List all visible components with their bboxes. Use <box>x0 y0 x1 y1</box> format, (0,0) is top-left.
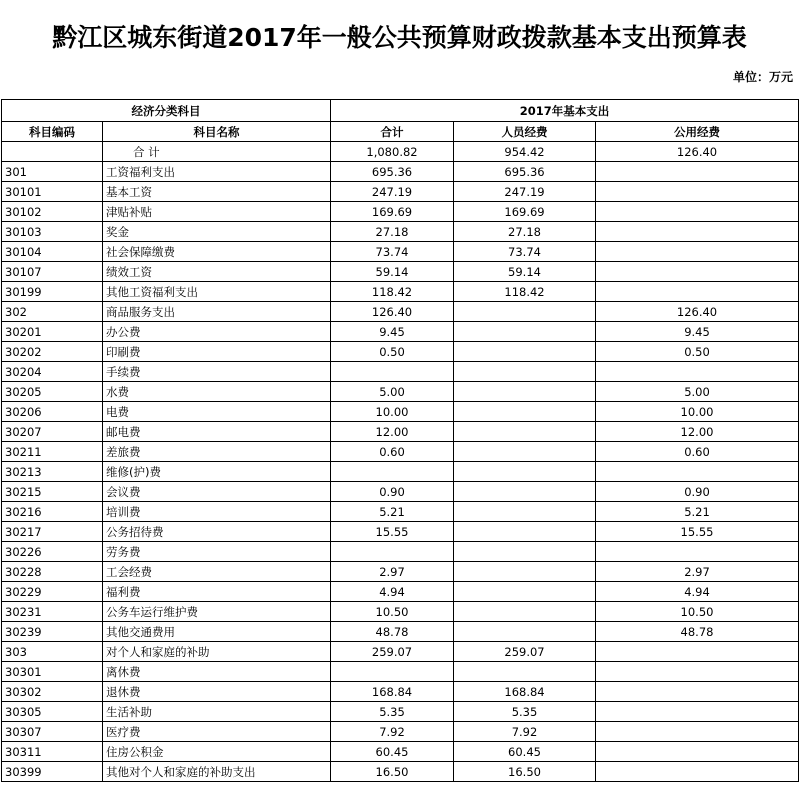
cell-total: 73.74 <box>331 242 454 262</box>
cell-public: 10.00 <box>596 402 799 422</box>
cell-total: 126.40 <box>331 302 454 322</box>
table-row <box>2 642 799 662</box>
cell-name: 水费 <box>103 382 331 402</box>
table-row <box>2 302 799 322</box>
cell-code: 30216 <box>2 502 103 522</box>
cell-code: 30307 <box>2 722 103 742</box>
cell-personnel: 60.45 <box>454 742 596 762</box>
cell-code: 30101 <box>2 182 103 202</box>
cell-public <box>596 222 799 242</box>
cell-personnel: 5.35 <box>454 702 596 722</box>
table-row <box>2 422 799 442</box>
table-row <box>2 202 799 222</box>
table-row <box>2 262 799 282</box>
cell-personnel <box>454 562 596 582</box>
cell-name: 社会保障缴费 <box>103 242 331 262</box>
cell-code: 30228 <box>2 562 103 582</box>
cell-total <box>331 462 454 482</box>
cell-personnel <box>454 542 596 562</box>
cell-total: 1,080.82 <box>331 142 454 162</box>
cell-personnel <box>454 462 596 482</box>
cell-personnel: 7.92 <box>454 722 596 742</box>
cell-public: 5.21 <box>596 502 799 522</box>
cell-code: 30202 <box>2 342 103 362</box>
cell-name: 津贴补贴 <box>103 202 331 222</box>
table-row <box>2 162 799 182</box>
table-row <box>2 502 799 522</box>
cell-personnel <box>454 622 596 642</box>
cell-code: 30217 <box>2 522 103 542</box>
cell-name: 退休费 <box>103 682 331 702</box>
cell-code: 30301 <box>2 662 103 682</box>
cell-code: 30226 <box>2 542 103 562</box>
cell-total: 10.00 <box>331 402 454 422</box>
cell-code: 303 <box>2 642 103 662</box>
cell-personnel <box>454 302 596 322</box>
cell-personnel: 169.69 <box>454 202 596 222</box>
cell-code: 30229 <box>2 582 103 602</box>
table-row <box>2 182 799 202</box>
table-row <box>2 442 799 462</box>
table-row <box>2 222 799 242</box>
cell-personnel <box>454 482 596 502</box>
cell-total <box>331 542 454 562</box>
cell-public: 5.00 <box>596 382 799 402</box>
cell-name: 奖金 <box>103 222 331 242</box>
header-group-row <box>2 100 799 122</box>
unit-label: 单位：万元 <box>732 70 793 84</box>
header-personnel: 人员经费 <box>454 122 596 142</box>
cell-code: 302 <box>2 302 103 322</box>
cell-public <box>596 202 799 222</box>
cell-code: 30302 <box>2 682 103 702</box>
table-row <box>2 602 799 622</box>
table-row <box>2 702 799 722</box>
cell-name: 工会经费 <box>103 562 331 582</box>
cell-code: 30204 <box>2 362 103 382</box>
cell-name: 福利费 <box>103 582 331 602</box>
cell-total: 10.50 <box>331 602 454 622</box>
cell-total: 4.94 <box>331 582 454 602</box>
table-row <box>2 562 799 582</box>
cell-name: 其他对个人和家庭的补助支出 <box>103 762 331 782</box>
cell-public <box>596 282 799 302</box>
table-row <box>2 242 799 262</box>
cell-name: 对个人和家庭的补助 <box>103 642 331 662</box>
table-row <box>2 382 799 402</box>
cell-total: 0.50 <box>331 342 454 362</box>
cell-personnel: 259.07 <box>454 642 596 662</box>
cell-name: 邮电费 <box>103 422 331 442</box>
cell-personnel: 954.42 <box>454 142 596 162</box>
cell-public <box>596 462 799 482</box>
cell-code: 30239 <box>2 622 103 642</box>
page-title: 黔江区城东街道2017年一般公共预算财政拨款基本支出预算表 <box>52 23 747 52</box>
cell-total <box>331 662 454 682</box>
cell-public <box>596 182 799 202</box>
cell-personnel <box>454 322 596 342</box>
cell-public: 2.97 <box>596 562 799 582</box>
cell-personnel <box>454 402 596 422</box>
cell-total: 5.00 <box>331 382 454 402</box>
cell-code: 30231 <box>2 602 103 622</box>
cell-code: 30215 <box>2 482 103 502</box>
cell-total: 12.00 <box>331 422 454 442</box>
cell-name: 其他交通费用 <box>103 622 331 642</box>
cell-personnel <box>454 382 596 402</box>
cell-personnel <box>454 662 596 682</box>
budget-table <box>1 99 799 782</box>
cell-public <box>596 762 799 782</box>
header-code: 科目编码 <box>2 122 103 142</box>
cell-total: 59.14 <box>331 262 454 282</box>
cell-name: 绩效工资 <box>103 262 331 282</box>
table-row <box>2 362 799 382</box>
cell-total: 247.19 <box>331 182 454 202</box>
cell-name: 公务车运行维护费 <box>103 602 331 622</box>
cell-personnel <box>454 502 596 522</box>
cell-code: 30311 <box>2 742 103 762</box>
table-row <box>2 682 799 702</box>
cell-public: 12.00 <box>596 422 799 442</box>
cell-public <box>596 662 799 682</box>
cell-public <box>596 682 799 702</box>
cell-total: 16.50 <box>331 762 454 782</box>
cell-code <box>2 142 103 162</box>
table-row <box>2 522 799 542</box>
cell-code: 30104 <box>2 242 103 262</box>
cell-public <box>596 242 799 262</box>
cell-public <box>596 742 799 762</box>
cell-name: 公务招待费 <box>103 522 331 542</box>
cell-personnel <box>454 522 596 542</box>
cell-code: 30213 <box>2 462 103 482</box>
cell-name: 合 计 <box>103 142 331 162</box>
cell-name: 商品服务支出 <box>103 302 331 322</box>
table-row <box>2 542 799 562</box>
cell-personnel: 118.42 <box>454 282 596 302</box>
cell-name: 办公费 <box>103 322 331 342</box>
cell-total: 169.69 <box>331 202 454 222</box>
cell-public <box>596 262 799 282</box>
table-row <box>2 662 799 682</box>
cell-code: 30205 <box>2 382 103 402</box>
cell-personnel <box>454 442 596 462</box>
header-total: 合计 <box>331 122 454 142</box>
table-row <box>2 342 799 362</box>
cell-name: 住房公积金 <box>103 742 331 762</box>
cell-public: 0.50 <box>596 342 799 362</box>
cell-total <box>331 362 454 382</box>
header-name: 科目名称 <box>103 122 331 142</box>
header-column-row <box>2 122 799 142</box>
cell-public <box>596 702 799 722</box>
cell-total: 15.55 <box>331 522 454 542</box>
cell-name: 培训费 <box>103 502 331 522</box>
cell-public: 126.40 <box>596 142 799 162</box>
cell-public: 126.40 <box>596 302 799 322</box>
cell-public <box>596 362 799 382</box>
table-row <box>2 722 799 742</box>
table-row <box>2 142 799 162</box>
cell-public: 48.78 <box>596 622 799 642</box>
cell-name: 生活补助 <box>103 702 331 722</box>
cell-public <box>596 162 799 182</box>
cell-name: 离休费 <box>103 662 331 682</box>
cell-code: 30107 <box>2 262 103 282</box>
header-basic-expenditure: 2017年基本支出 <box>331 100 799 122</box>
cell-personnel <box>454 362 596 382</box>
table-row <box>2 762 799 782</box>
cell-total: 118.42 <box>331 282 454 302</box>
cell-personnel: 16.50 <box>454 762 596 782</box>
cell-public: 0.60 <box>596 442 799 462</box>
cell-public: 9.45 <box>596 322 799 342</box>
cell-total: 27.18 <box>331 222 454 242</box>
cell-personnel: 59.14 <box>454 262 596 282</box>
cell-public <box>596 542 799 562</box>
cell-code: 30399 <box>2 762 103 782</box>
cell-code: 30211 <box>2 442 103 462</box>
cell-public: 0.90 <box>596 482 799 502</box>
cell-code: 30206 <box>2 402 103 422</box>
table-row <box>2 482 799 502</box>
cell-total: 5.35 <box>331 702 454 722</box>
cell-name: 手续费 <box>103 362 331 382</box>
cell-personnel: 73.74 <box>454 242 596 262</box>
cell-personnel: 168.84 <box>454 682 596 702</box>
cell-code: 301 <box>2 162 103 182</box>
cell-total: 9.45 <box>331 322 454 342</box>
cell-personnel: 247.19 <box>454 182 596 202</box>
cell-code: 30207 <box>2 422 103 442</box>
cell-total: 695.36 <box>331 162 454 182</box>
cell-public: 10.50 <box>596 602 799 622</box>
cell-name: 电费 <box>103 402 331 422</box>
table-row <box>2 742 799 762</box>
cell-total: 48.78 <box>331 622 454 642</box>
table-row <box>2 582 799 602</box>
cell-name: 维修(护)费 <box>103 462 331 482</box>
cell-code: 30103 <box>2 222 103 242</box>
cell-personnel <box>454 342 596 362</box>
cell-public <box>596 642 799 662</box>
table-row <box>2 462 799 482</box>
cell-total: 0.90 <box>331 482 454 502</box>
cell-total: 7.92 <box>331 722 454 742</box>
cell-code: 30199 <box>2 282 103 302</box>
cell-personnel <box>454 582 596 602</box>
table-row <box>2 282 799 302</box>
cell-public: 4.94 <box>596 582 799 602</box>
cell-total: 2.97 <box>331 562 454 582</box>
cell-public <box>596 722 799 742</box>
cell-total: 259.07 <box>331 642 454 662</box>
cell-total: 168.84 <box>331 682 454 702</box>
cell-total: 0.60 <box>331 442 454 462</box>
cell-total: 5.21 <box>331 502 454 522</box>
cell-personnel: 27.18 <box>454 222 596 242</box>
header-economic-class: 经济分类科目 <box>2 100 331 122</box>
table-row <box>2 322 799 342</box>
cell-name: 劳务费 <box>103 542 331 562</box>
cell-public: 15.55 <box>596 522 799 542</box>
cell-personnel: 695.36 <box>454 162 596 182</box>
table-row <box>2 402 799 422</box>
cell-name: 工资福利支出 <box>103 162 331 182</box>
cell-name: 其他工资福利支出 <box>103 282 331 302</box>
cell-name: 差旅费 <box>103 442 331 462</box>
cell-name: 印刷费 <box>103 342 331 362</box>
table-row <box>2 622 799 642</box>
cell-personnel <box>454 422 596 442</box>
cell-personnel <box>454 602 596 622</box>
cell-name: 医疗费 <box>103 722 331 742</box>
cell-code: 30305 <box>2 702 103 722</box>
cell-total: 60.45 <box>331 742 454 762</box>
cell-name: 会议费 <box>103 482 331 502</box>
cell-code: 30201 <box>2 322 103 342</box>
header-public: 公用经费 <box>596 122 799 142</box>
cell-name: 基本工资 <box>103 182 331 202</box>
cell-code: 30102 <box>2 202 103 222</box>
